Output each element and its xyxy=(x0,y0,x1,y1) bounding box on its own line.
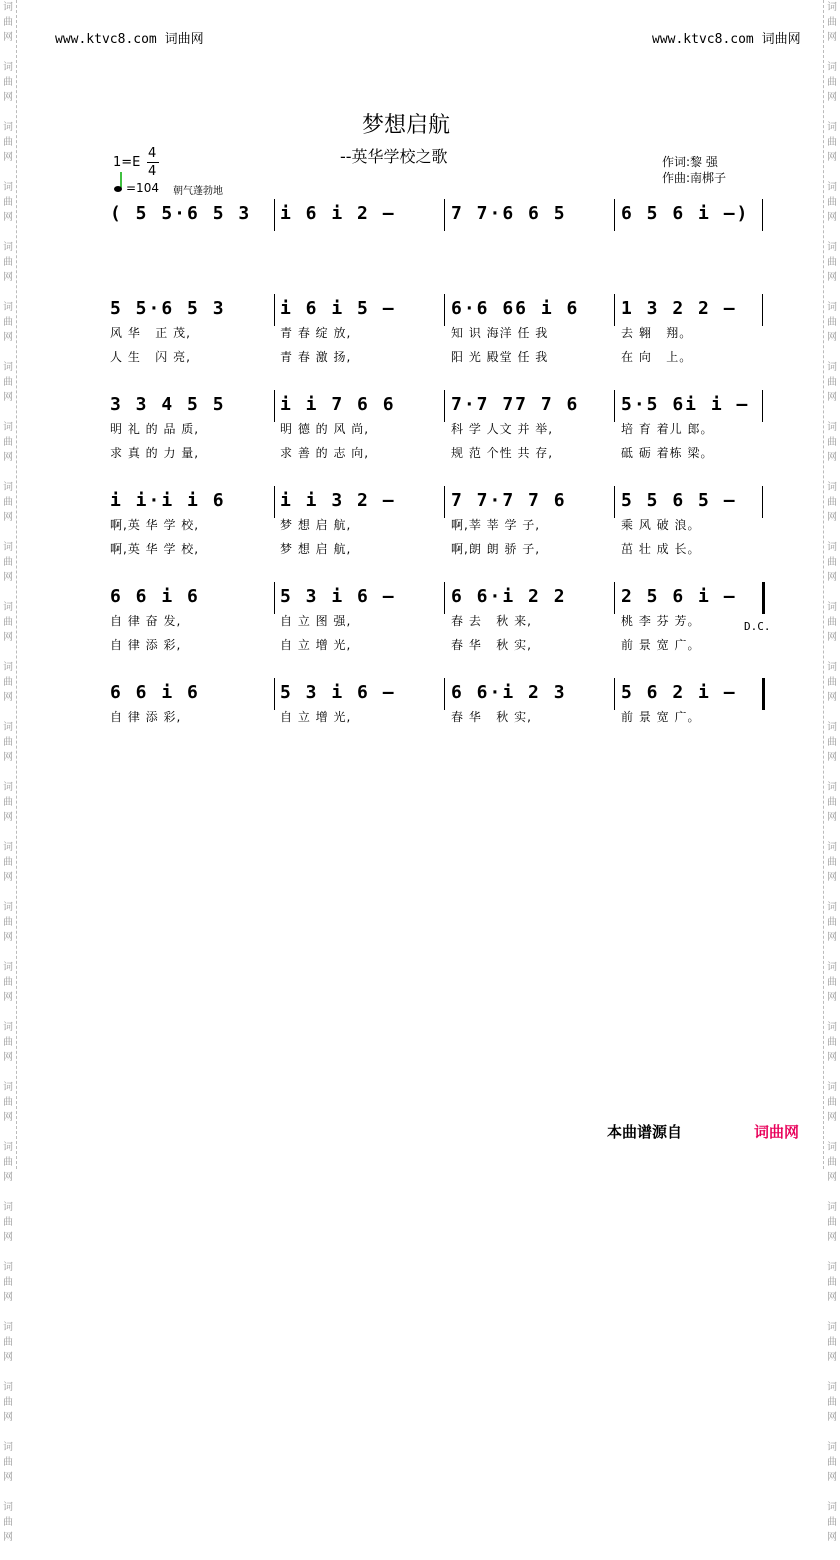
watermark-glyph: 曲 xyxy=(3,797,13,808)
watermark-glyph: 网 xyxy=(3,512,13,523)
tempo-value: =104 xyxy=(126,181,159,195)
measure-notes: i i 3 2 – xyxy=(280,490,396,511)
watermark-glyph: 词 xyxy=(3,542,13,553)
watermark-glyph: 曲 xyxy=(827,137,837,148)
watermark-glyph: 曲 xyxy=(3,977,13,988)
lyricist: 作词:黎 强 xyxy=(662,155,718,169)
barline xyxy=(614,582,615,614)
lyric-segment: 茁 壮 成 长。 xyxy=(621,542,701,556)
watermark-glyph: 曲 xyxy=(3,1457,13,1468)
watermark-glyph: 词 xyxy=(827,122,837,133)
lyric-segment: 啊,英 华 学 校, xyxy=(110,518,200,532)
key-signature: 1=E xyxy=(113,155,141,170)
watermark-glyph: 词 xyxy=(3,242,13,253)
lyric-segment: 啊,莘 莘 学 子, xyxy=(451,518,541,532)
barline xyxy=(614,486,615,518)
watermark-glyph: 曲 xyxy=(827,857,837,868)
barline xyxy=(444,678,445,710)
watermark-glyph: 词 xyxy=(827,962,837,973)
measure-notes: i i·i i 6 xyxy=(110,490,226,511)
lyric-segment: 明 德 的 风 尚, xyxy=(280,422,370,436)
lyric-segment: 自 立 增 光, xyxy=(280,638,352,652)
lyric-segment: 青 春 激 扬, xyxy=(280,350,352,364)
watermark-glyph: 网 xyxy=(827,572,837,583)
composer: 作曲:南梆子 xyxy=(662,171,727,185)
watermark-glyph: 网 xyxy=(827,1352,837,1363)
watermark-glyph: 网 xyxy=(827,92,837,103)
watermark-glyph: 曲 xyxy=(3,1097,13,1108)
barline xyxy=(274,678,275,710)
barline xyxy=(444,294,445,326)
lyric-segment: 明 礼 的 品 质, xyxy=(110,422,200,436)
watermark-glyph: 网 xyxy=(3,92,13,103)
watermark-glyph: 网 xyxy=(3,272,13,283)
watermark-glyph: 曲 xyxy=(3,557,13,568)
watermark-glyph: 曲 xyxy=(3,77,13,88)
lyric-segment: 求 真 的 力 量, xyxy=(110,446,200,460)
watermark-glyph: 曲 xyxy=(3,497,13,508)
lyric-segment: 啊,朗 朗 骄 子, xyxy=(451,542,541,556)
barline xyxy=(444,199,445,231)
watermark-glyph: 曲 xyxy=(827,17,837,28)
watermark-glyph: 曲 xyxy=(3,197,13,208)
watermark-glyph: 词 xyxy=(827,242,837,253)
watermark-glyph: 词 xyxy=(827,362,837,373)
watermark-glyph: 网 xyxy=(3,1292,13,1303)
measure-notes: 7 7·6 6 5 xyxy=(451,203,567,224)
watermark-glyph: 网 xyxy=(3,872,13,883)
lyric-segment: 自 立 增 光, xyxy=(280,710,352,724)
measure-notes: 1 3 2 2 – xyxy=(621,298,737,319)
lyric-segment: 梦 想 启 航, xyxy=(280,518,352,532)
watermark-glyph: 词 xyxy=(3,842,13,853)
watermark-glyph: 网 xyxy=(827,812,837,823)
watermark-glyph: 词 xyxy=(827,1382,837,1393)
lyric-segment: 自 立 图 强, xyxy=(280,614,352,628)
watermark-glyph: 曲 xyxy=(3,1157,13,1168)
watermark-glyph: 词 xyxy=(827,902,837,913)
barline xyxy=(762,486,763,518)
watermark-glyph: 网 xyxy=(827,272,837,283)
right-watermark-strip xyxy=(823,0,840,1543)
watermark-glyph: 词 xyxy=(3,1082,13,1093)
lyric-segment: 桃 李 芬 芳。 xyxy=(621,614,701,628)
measure-notes: 5 3 i 6 – xyxy=(280,586,396,607)
watermark-glyph: 曲 xyxy=(827,917,837,928)
watermark-glyph: 网 xyxy=(827,1172,837,1183)
watermark-glyph: 曲 xyxy=(827,377,837,388)
watermark-glyph: 曲 xyxy=(827,557,837,568)
watermark-glyph: 网 xyxy=(827,452,837,463)
watermark-glyph: 网 xyxy=(827,1232,837,1243)
watermark-glyph: 词 xyxy=(827,1022,837,1033)
watermark-glyph: 词 xyxy=(3,1022,13,1033)
watermark-glyph: 曲 xyxy=(827,617,837,628)
measure-notes: ( 5 5·6 5 3 xyxy=(110,203,252,224)
watermark-glyph: 网 xyxy=(3,932,13,943)
measure-notes: 6 6 i 6 xyxy=(110,586,200,607)
lyric-segment: 阳 光 殿堂 任 我 xyxy=(451,350,549,364)
watermark-glyph: 词 xyxy=(3,422,13,433)
watermark-glyph: 网 xyxy=(827,512,837,523)
watermark-glyph: 词 xyxy=(3,602,13,613)
watermark-glyph: 网 xyxy=(3,32,13,43)
header-site-left[interactable]: www.ktvc8.com 词曲网 xyxy=(55,32,204,47)
watermark-glyph: 曲 xyxy=(3,257,13,268)
watermark-glyph: 词 xyxy=(3,1262,13,1273)
lyric-segment: 求 善 的 志 向, xyxy=(280,446,370,460)
measure-notes: 5 5·6 5 3 xyxy=(110,298,226,319)
watermark-glyph: 词 xyxy=(827,602,837,613)
watermark-glyph: 词 xyxy=(3,662,13,673)
measure-notes: 5 3 i 6 – xyxy=(280,682,396,703)
lyric-segment: 规 范 个性 共 存, xyxy=(451,446,554,460)
watermark-glyph: 网 xyxy=(827,32,837,43)
watermark-glyph: 词 xyxy=(3,122,13,133)
measure-notes: 6 6·i 2 3 xyxy=(451,682,567,703)
lyric-segment: 春 华 秋 实, xyxy=(451,638,532,652)
watermark-glyph: 曲 xyxy=(3,137,13,148)
watermark-glyph: 网 xyxy=(827,1472,837,1483)
watermark-glyph: 曲 xyxy=(827,1517,837,1528)
watermark-glyph: 曲 xyxy=(3,1337,13,1348)
watermark-glyph: 词 xyxy=(827,782,837,793)
watermark-glyph: 曲 xyxy=(827,1337,837,1348)
watermark-glyph: 词 xyxy=(827,422,837,433)
watermark-glyph: 词 xyxy=(3,482,13,493)
watermark-glyph: 词 xyxy=(827,482,837,493)
watermark-glyph: 网 xyxy=(3,1472,13,1483)
watermark-glyph: 曲 xyxy=(3,1397,13,1408)
watermark-glyph: 网 xyxy=(827,752,837,763)
barline xyxy=(274,390,275,422)
watermark-glyph: 词 xyxy=(827,1322,837,1333)
watermark-glyph: 网 xyxy=(3,632,13,643)
watermark-glyph: 网 xyxy=(827,872,837,883)
time-signature-rule xyxy=(147,162,159,163)
watermark-glyph: 词 xyxy=(3,1322,13,1333)
final-barline xyxy=(762,582,765,614)
watermark-glyph: 网 xyxy=(3,692,13,703)
barline xyxy=(444,390,445,422)
watermark-glyph: 词 xyxy=(3,1382,13,1393)
watermark-glyph: 曲 xyxy=(3,377,13,388)
lyric-segment: 知 识 海洋 任 我 xyxy=(451,326,549,340)
lyric-segment: 科 学 人文 并 举, xyxy=(451,422,554,436)
watermark-glyph: 词 xyxy=(3,1502,13,1513)
watermark-glyph: 曲 xyxy=(3,317,13,328)
watermark-glyph: 网 xyxy=(3,332,13,343)
watermark-glyph: 曲 xyxy=(827,317,837,328)
watermark-glyph: 网 xyxy=(827,992,837,1003)
watermark-glyph: 网 xyxy=(3,1532,13,1543)
barline xyxy=(614,390,615,422)
watermark-glyph: 词 xyxy=(827,662,837,673)
watermark-glyph: 网 xyxy=(3,1112,13,1123)
measure-notes: i i 7 6 6 xyxy=(280,394,396,415)
watermark-glyph: 曲 xyxy=(3,1277,13,1288)
watermark-glyph: 词 xyxy=(3,782,13,793)
watermark-glyph: 网 xyxy=(3,752,13,763)
left-watermark-strip xyxy=(0,0,17,1543)
barline xyxy=(274,199,275,231)
lyric-segment: 春 华 秋 实, xyxy=(451,710,532,724)
barline xyxy=(614,294,615,326)
watermark-glyph: 网 xyxy=(3,1052,13,1063)
watermark-glyph: 词 xyxy=(3,962,13,973)
watermark-glyph: 网 xyxy=(827,1292,837,1303)
footer-source-label: 本曲谱源自 xyxy=(607,1123,683,1141)
measure-notes: 5 6 2 i – xyxy=(621,682,737,703)
watermark-glyph: 词 xyxy=(827,542,837,553)
watermark-glyph: 网 xyxy=(827,1112,837,1123)
watermark-glyph: 网 xyxy=(3,152,13,163)
song-title: 梦想启航 xyxy=(362,113,451,138)
barline xyxy=(762,294,763,326)
watermark-glyph: 词 xyxy=(827,1142,837,1153)
lyric-segment: 自 律 添 彩, xyxy=(110,638,182,652)
watermark-glyph: 曲 xyxy=(827,1217,837,1228)
final-barline xyxy=(762,678,765,710)
measure-notes: i 6 i 2 – xyxy=(280,203,396,224)
watermark-glyph: 网 xyxy=(3,992,13,1003)
watermark-glyph: 网 xyxy=(3,572,13,583)
measure-notes: 6 6·i 2 2 xyxy=(451,586,567,607)
song-subtitle: --英华学校之歌 xyxy=(340,147,448,166)
barline xyxy=(444,582,445,614)
lyric-segment: 春 去 秋 来, xyxy=(451,614,532,628)
lyric-segment: 前 景 宽 广。 xyxy=(621,710,701,724)
lyric-segment: 去 翱 翔。 xyxy=(621,326,693,340)
measure-notes: 3 3 4 5 5 xyxy=(110,394,226,415)
barline xyxy=(444,486,445,518)
watermark-glyph: 网 xyxy=(3,1412,13,1423)
measure-notes: 7·7 77 7 6 xyxy=(451,394,580,415)
watermark-glyph: 词 xyxy=(827,842,837,853)
measure-notes: 7 7·7 7 6 xyxy=(451,490,567,511)
measure-notes: 6·6 66 i 6 xyxy=(451,298,580,319)
watermark-glyph: 曲 xyxy=(827,197,837,208)
watermark-glyph: 词 xyxy=(3,182,13,193)
barline xyxy=(614,678,615,710)
watermark-glyph: 网 xyxy=(827,692,837,703)
lyric-segment: 人 生 闪 亮, xyxy=(110,350,191,364)
watermark-glyph: 曲 xyxy=(827,797,837,808)
tempo-mood: 朝气蓬勃地 xyxy=(173,186,223,197)
measure-notes: 6 6 i 6 xyxy=(110,682,200,703)
time-signature-top: 4 xyxy=(148,146,157,161)
watermark-glyph: 网 xyxy=(3,1172,13,1183)
watermark-glyph: 曲 xyxy=(3,17,13,28)
footer-brand-link[interactable]: 词曲网 xyxy=(754,1123,800,1141)
watermark-glyph: 曲 xyxy=(827,1277,837,1288)
watermark-glyph: 网 xyxy=(827,152,837,163)
lyric-segment: 在 向 上。 xyxy=(621,350,693,364)
watermark-glyph: 曲 xyxy=(3,917,13,928)
watermark-glyph: 词 xyxy=(827,1202,837,1213)
watermark-glyph: 网 xyxy=(3,1232,13,1243)
watermark-glyph: 词 xyxy=(3,1442,13,1453)
watermark-glyph: 词 xyxy=(827,1442,837,1453)
watermark-glyph: 曲 xyxy=(3,617,13,628)
barline xyxy=(762,199,763,231)
watermark-glyph: 曲 xyxy=(3,737,13,748)
watermark-glyph: 曲 xyxy=(827,737,837,748)
watermark-glyph: 曲 xyxy=(827,497,837,508)
watermark-glyph: 网 xyxy=(3,812,13,823)
watermark-glyph: 曲 xyxy=(827,1397,837,1408)
watermark-glyph: 网 xyxy=(827,632,837,643)
watermark-glyph: 曲 xyxy=(827,257,837,268)
measure-notes: 6 5 6 i –) xyxy=(621,203,750,224)
watermark-glyph: 曲 xyxy=(827,1457,837,1468)
lyric-segment: 青 春 绽 放, xyxy=(280,326,352,340)
watermark-glyph: 曲 xyxy=(827,1037,837,1048)
da-capo-mark: D.C. xyxy=(744,620,771,633)
watermark-glyph: 曲 xyxy=(827,77,837,88)
watermark-glyph: 网 xyxy=(827,392,837,403)
watermark-glyph: 词 xyxy=(3,1142,13,1153)
header-site-right[interactable]: www.ktvc8.com 词曲网 xyxy=(652,32,801,47)
watermark-glyph: 曲 xyxy=(3,677,13,688)
watermark-glyph: 网 xyxy=(827,332,837,343)
watermark-glyph: 曲 xyxy=(827,437,837,448)
watermark-glyph: 曲 xyxy=(827,1097,837,1108)
watermark-glyph: 词 xyxy=(3,302,13,313)
watermark-glyph: 曲 xyxy=(3,1517,13,1528)
watermark-glyph: 网 xyxy=(827,212,837,223)
lyric-segment: 风 华 正 茂, xyxy=(110,326,191,340)
watermark-glyph: 网 xyxy=(827,1052,837,1063)
quarter-note-icon xyxy=(112,170,126,194)
watermark-glyph: 词 xyxy=(3,1202,13,1213)
barline xyxy=(614,199,615,231)
watermark-glyph: 词 xyxy=(827,722,837,733)
watermark-glyph: 曲 xyxy=(3,437,13,448)
watermark-glyph: 词 xyxy=(3,2,13,13)
measure-notes: 5·5 6i i – xyxy=(621,394,750,415)
watermark-glyph: 曲 xyxy=(827,977,837,988)
watermark-glyph: 网 xyxy=(827,932,837,943)
measure-notes: 5 5 6 5 – xyxy=(621,490,737,511)
watermark-glyph: 网 xyxy=(3,212,13,223)
barline xyxy=(762,390,763,422)
watermark-glyph: 词 xyxy=(827,302,837,313)
lyric-segment: 乘 风 破 浪。 xyxy=(621,518,701,532)
watermark-glyph: 曲 xyxy=(827,677,837,688)
watermark-glyph: 网 xyxy=(827,1532,837,1543)
lyric-segment: 自 律 奋 发, xyxy=(110,614,182,628)
watermark-glyph: 曲 xyxy=(3,857,13,868)
lyric-segment: 砥 砺 着栋 梁。 xyxy=(621,446,714,460)
watermark-glyph: 网 xyxy=(3,452,13,463)
lyric-segment: 梦 想 启 航, xyxy=(280,542,352,556)
lyric-segment: 前 景 宽 广。 xyxy=(621,638,701,652)
watermark-glyph: 曲 xyxy=(3,1217,13,1228)
lyric-segment: 啊,英 华 学 校, xyxy=(110,542,200,556)
watermark-glyph: 词 xyxy=(3,722,13,733)
measure-notes: i 6 i 5 – xyxy=(280,298,396,319)
lyric-segment: 自 律 添 彩, xyxy=(110,710,182,724)
watermark-glyph: 词 xyxy=(827,1082,837,1093)
barline xyxy=(274,582,275,614)
watermark-glyph: 词 xyxy=(827,1262,837,1273)
watermark-glyph: 词 xyxy=(827,2,837,13)
lyric-segment: 培 育 着儿 郎。 xyxy=(621,422,714,436)
watermark-glyph: 词 xyxy=(3,62,13,73)
watermark-glyph: 网 xyxy=(3,1352,13,1363)
watermark-glyph: 网 xyxy=(827,1412,837,1423)
watermark-glyph: 词 xyxy=(827,62,837,73)
time-signature-bottom: 4 xyxy=(148,164,157,179)
watermark-glyph: 网 xyxy=(3,392,13,403)
measure-notes: 2 5 6 i – xyxy=(621,586,737,607)
watermark-glyph: 曲 xyxy=(3,1037,13,1048)
watermark-glyph: 曲 xyxy=(827,1157,837,1168)
watermark-glyph: 词 xyxy=(3,362,13,373)
watermark-glyph: 词 xyxy=(3,902,13,913)
watermark-glyph: 词 xyxy=(827,182,837,193)
barline xyxy=(274,486,275,518)
watermark-glyph: 词 xyxy=(827,1502,837,1513)
barline xyxy=(274,294,275,326)
